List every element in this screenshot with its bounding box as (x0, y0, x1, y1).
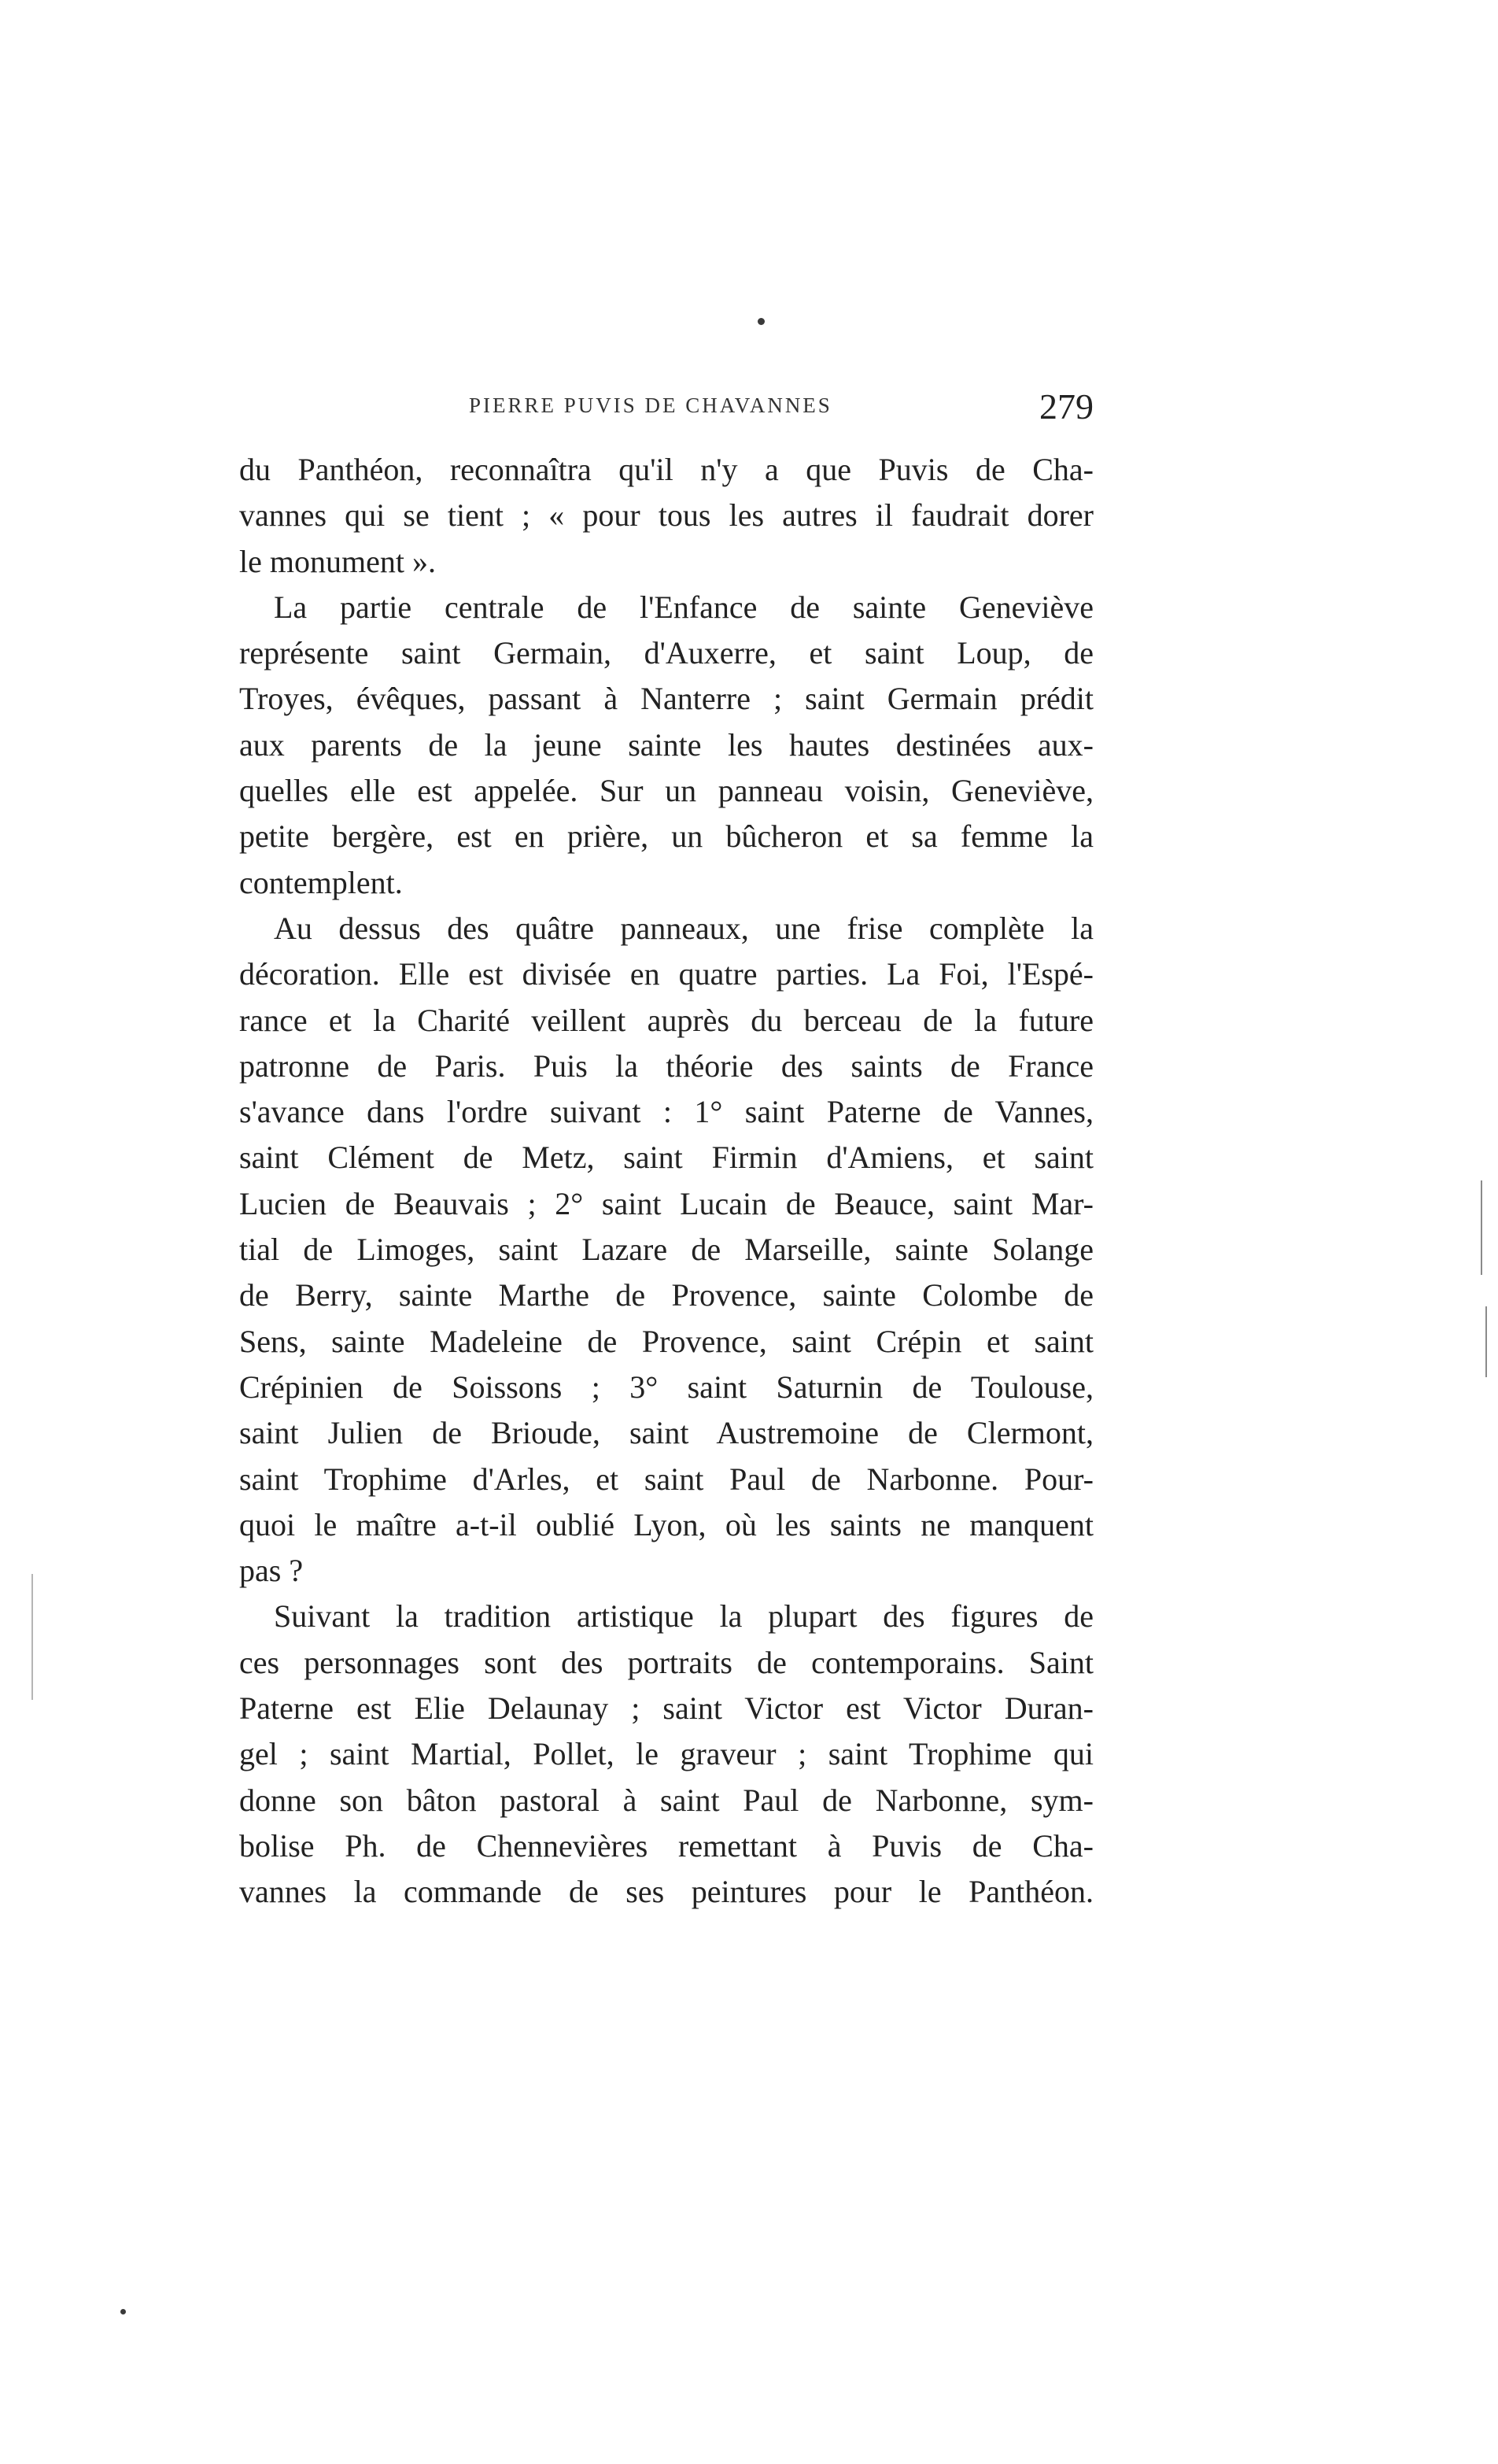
text-line: du Panthéon, reconnaîtra qu'il n'y a que Puvis de Cha- (239, 452, 1094, 487)
scan-edge-mark (1481, 1180, 1482, 1275)
text-line: pas ? (239, 1553, 304, 1589)
text-line: bolise Ph. de Chennevières remettant à Puvis de Cha- (239, 1827, 1094, 1864)
text-line: patronne de Paris. Puis la théorie des saints de France (239, 1047, 1094, 1084)
text-line: gel ; saint Martial, Pollet, le graveur ; saint Trophime qui (239, 1736, 1094, 1772)
text-line: quoi le maître a-t-il oublié Lyon, où les saints ne manquent (239, 1506, 1094, 1542)
text-line: Crépinien de Soissons ; 3° saint Saturnin de Toulouse, (239, 1369, 1094, 1405)
scan-edge-mark (31, 1574, 33, 1700)
text-line: saint Clément de Metz, saint Firmin d'Amiens, et saint (239, 1140, 1094, 1176)
scan-edge-mark (1485, 1306, 1487, 1377)
text-line: vannes la commande de ses peintures pour le Panthéon. (239, 1874, 1094, 1910)
text-line: Paterne est Elie Delaunay ; saint Victor est Victor Duran- (239, 1690, 1094, 1727)
text-line: quelles elle est appelée. Sur un panneau voisin, Geneviève, (239, 773, 1094, 809)
ink-speck (758, 318, 765, 325)
paragraph-start-line: Suivant la tradition artistique la plupart des figures de (274, 1598, 1094, 1635)
running-title: PIERRE PUVIS DE CHAVANNES (469, 393, 832, 417)
text-line: donne son bâton pastoral à saint Paul de Narbonne, sym- (239, 1782, 1094, 1818)
text-line: rance et la Charité veillent auprès du berceau de la future (239, 1002, 1094, 1038)
text-line: aux parents de la jeune sainte les hautes destinées aux- (239, 726, 1094, 763)
text-line: de Berry, sainte Marthe de Provence, sainte Colombe de (239, 1277, 1094, 1313)
text-line: saint Trophime d'Arles, et saint Paul de Narbonne. Pour- (239, 1461, 1094, 1497)
text-line: Sens, sainte Madeleine de Provence, saint Crépin et saint (239, 1323, 1094, 1359)
ink-speck (120, 2309, 126, 2314)
text-line: le monument ». (239, 543, 436, 579)
body-text (239, 447, 1094, 1915)
paragraph-start-line: Au dessus des quâtre panneaux, une frise complète la (274, 910, 1094, 946)
text-line: tial de Limoges, saint Lazare de Marseille, sainte Solange (239, 1232, 1094, 1268)
text-line: petite bergère, est en prière, un bûcheron et sa femme la (239, 818, 1094, 855)
text-line: Troyes, évêques, passant à Nanterre ; saint Germain prédit (239, 681, 1094, 717)
text-line: décoration. Elle est divisée en quatre parties. La Foi, l'Espé- (239, 956, 1094, 992)
text-line: vannes qui se tient ; « pour tous les autres il faudrait dorer (239, 497, 1094, 534)
text-line: Lucien de Beauvais ; 2° saint Lucain de Beauce, saint Mar- (239, 1185, 1094, 1221)
text-line: ces personnages sont des portraits de contemporains. Saint (239, 1644, 1094, 1680)
paragraph-start-line: La partie centrale de l'Enfance de sainte Geneviève (274, 589, 1094, 625)
text-line: représente saint Germain, d'Auxerre, et saint Loup, de (239, 635, 1094, 671)
running-header (236, 387, 1094, 434)
text-line: contemplent. (239, 864, 403, 900)
page-number: 279 (1039, 386, 1094, 427)
text-line: s'avance dans l'ordre suivant : 1° saint Paterne de Vannes, (239, 1094, 1094, 1130)
text-line: saint Julien de Brioude, saint Austremoine de Clermont, (239, 1415, 1094, 1451)
